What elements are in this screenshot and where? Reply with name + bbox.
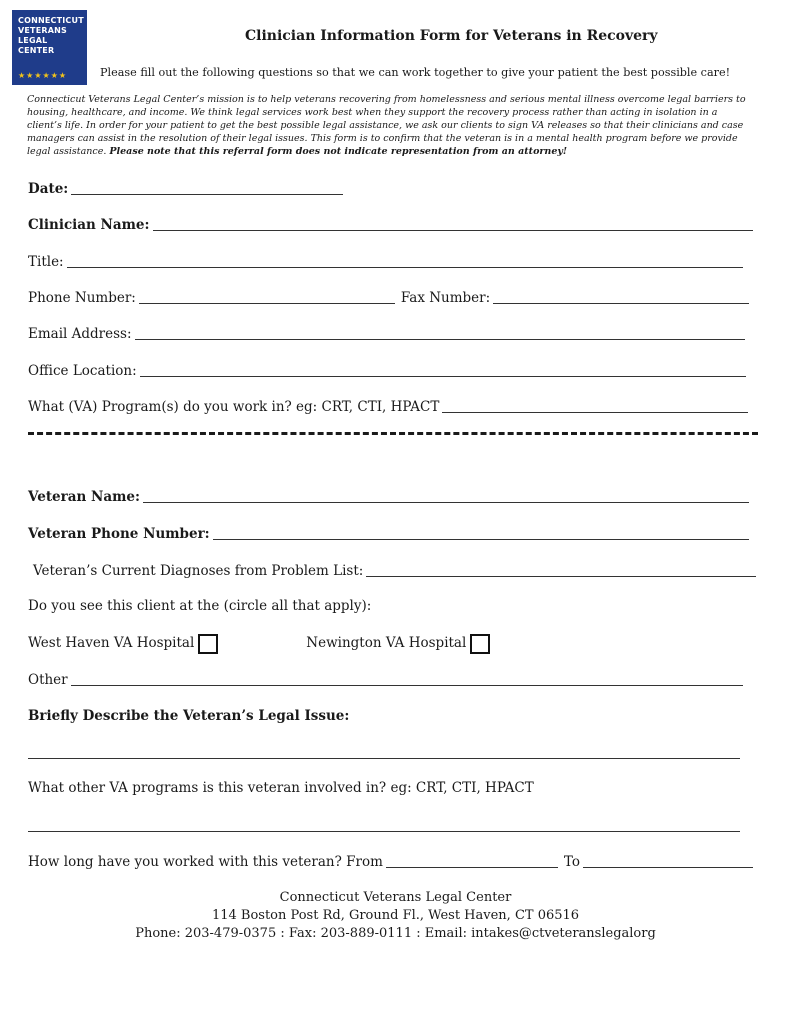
cvlc-logo (12, 10, 87, 85)
diagnoses-label: Veteran’s Current Diagnoses from Problem List: (33, 563, 364, 579)
see-client-label: Do you see this client at the (circle all that apply): (28, 598, 372, 614)
logo-line: VETERANS (18, 26, 67, 35)
date-row (28, 180, 343, 197)
legal-issue-line-row (28, 744, 740, 761)
how-long-label: How long have you worked with this veteran? From (28, 854, 383, 870)
section-divider (28, 432, 758, 435)
other-programs-field[interactable] (28, 817, 740, 832)
veteran-phone-row (28, 525, 749, 542)
newington-checkbox[interactable] (470, 634, 490, 654)
fax-field[interactable] (493, 289, 749, 304)
logo-line: CONNECTICUT (18, 16, 84, 25)
program-field[interactable] (442, 398, 748, 413)
phone-fax-row (28, 289, 749, 306)
office-field[interactable] (140, 362, 746, 377)
phone-field[interactable] (139, 289, 395, 304)
how-long-row (28, 853, 753, 870)
mission-note: Please note that this referral form does not indicate representation from an attorney! (109, 146, 568, 157)
diagnoses-field[interactable] (366, 562, 756, 577)
footer-contact: Phone: 203-479-0375 : Fax: 203-889-0111 : Email: intakes@ctveteranslegalorg (135, 926, 656, 941)
veteran-name-row (28, 488, 749, 505)
logo-line: CENTER (18, 46, 55, 55)
other-row (28, 671, 743, 688)
date-field[interactable] (71, 180, 343, 195)
logo-line: LEGAL (18, 36, 48, 45)
mission-statement (27, 93, 752, 158)
veteran-name-label: Veteran Name: (28, 489, 140, 505)
newington-label: Newington VA Hospital (306, 635, 467, 651)
title-label: Title: (28, 254, 64, 270)
title-field[interactable] (67, 253, 743, 268)
email-row (28, 325, 745, 342)
legal-issue-row (28, 708, 349, 724)
legal-issue-field[interactable] (28, 744, 740, 759)
other-programs-line-row (28, 817, 740, 834)
west-haven-label: West Haven VA Hospital (28, 635, 195, 651)
see-client-row (28, 598, 371, 614)
other-field[interactable] (71, 671, 743, 686)
mission-text: Connecticut Veterans Legal Center’s mission is to help veterans recovering from homelessness and serious mental illness overcome legal barriers to housing, healthcare, and income. We think legal services work best when they support the recovery process rather than acting in isolation in a client’s life. In order for your patient to get the best possible legal assistance, we ask our clients to sign VA releases so that their clinicians and case managers can assist in the resolution of their legal issues. This form is to confirm that the veteran is in a mental health program before we provide legal assistance. (27, 94, 746, 157)
veteran-name-field[interactable] (143, 488, 749, 503)
to-field[interactable] (583, 853, 753, 868)
other-label: Other (28, 672, 68, 688)
logo-stars-icon: ★★★★★★ (18, 71, 68, 80)
clinician-name-field[interactable] (153, 216, 753, 231)
office-row (28, 362, 746, 379)
form-subtitle: Please fill out the following questions so that we can work together to give your patient the best possible care! (100, 66, 731, 79)
program-row (28, 398, 748, 415)
clinician-name-label: Clinician Name: (28, 217, 150, 233)
from-field[interactable] (386, 853, 558, 868)
to-label: To (563, 854, 580, 870)
west-haven-checkbox[interactable] (198, 634, 218, 654)
email-field[interactable] (135, 325, 745, 340)
date-label: Date: (28, 181, 69, 197)
hospital-row (28, 634, 490, 651)
footer-org: Connecticut Veterans Legal Center (279, 890, 512, 905)
email-label: Email Address: (28, 326, 132, 342)
legal-issue-label: Briefly Describe the Veteran’s Legal Issue: (28, 708, 350, 724)
veteran-phone-label: Veteran Phone Number: (28, 526, 210, 542)
office-label: Office Location: (28, 363, 137, 379)
footer (0, 889, 791, 943)
veteran-phone-field[interactable] (213, 525, 749, 540)
title-row (28, 253, 743, 270)
phone-label: Phone Number: (28, 290, 136, 306)
footer-address: 114 Boston Post Rd, Ground Fl., West Haven, CT 06516 (211, 908, 580, 923)
other-programs-label: What other VA programs is this veteran involved in? eg: CRT, CTI, HPACT (28, 780, 534, 796)
other-programs-row (28, 780, 534, 796)
form-title: Clinician Information Form for Veterans in Recovery (245, 28, 658, 44)
diagnoses-row (33, 562, 756, 579)
clinician-name-row (28, 216, 753, 233)
fax-label: Fax Number: (400, 290, 491, 306)
program-label: What (VA) Program(s) do you work in? eg: CRT, CTI, HPACT (28, 399, 440, 415)
